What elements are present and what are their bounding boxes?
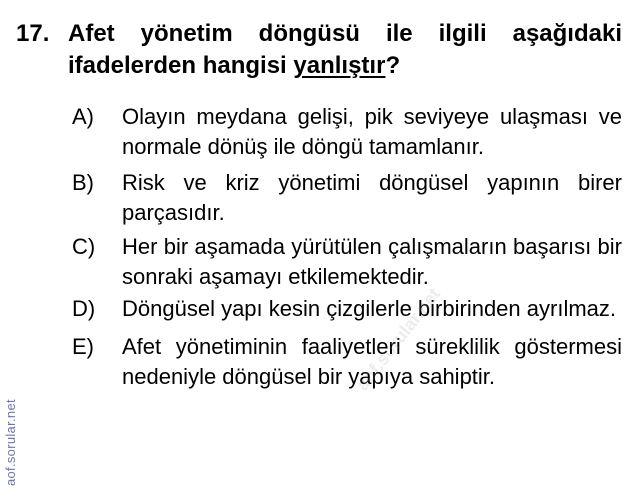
option-text: Risk ve kriz yönetimi döngüsel yapının birer parçasıdır.	[122, 170, 622, 225]
question-text-underlined: yanlıştır	[293, 52, 386, 79]
option-a[interactable]	[72, 102, 622, 162]
option-text: Afet yönetiminin faaliyetleri süreklilik göstermesi nedeniyle döngüsel bir yapıya sahiptir.	[122, 334, 622, 389]
option-c[interactable]	[72, 232, 622, 292]
option-letter: C)	[72, 234, 96, 259]
option-d[interactable]	[72, 294, 622, 324]
option-e[interactable]	[72, 332, 622, 392]
question-header	[16, 18, 622, 82]
question	[16, 18, 622, 82]
diagonal-watermark: aof.sorular.net	[352, 284, 445, 395]
question-number: 17.	[16, 20, 50, 47]
option-text: Her bir aşamada yürütülen çalışmaların başarısı bir sonraki aşamayı etkilemektedir.	[122, 234, 622, 289]
option-text: Döngüsel yapı kesin çizgilerle birbirinden ayrılmaz.	[122, 296, 617, 321]
option-letter: A)	[72, 104, 94, 129]
option-letter: D)	[72, 296, 96, 321]
question-text-main: Afet yönetim döngüsü ile ilgili aşağıdaki ifadelerden hangisi	[68, 20, 622, 79]
answer-options	[72, 102, 622, 392]
side-watermark: aof.sorular.net	[3, 399, 18, 486]
option-letter: B)	[72, 170, 94, 195]
option-letter: E)	[72, 334, 94, 359]
option-b[interactable]	[72, 168, 622, 228]
question-text	[68, 18, 622, 82]
option-text: Olayın meydana gelişi, pik seviyeye ulaşması ve normale dönüş ile döngü tamamlanır.	[122, 104, 622, 159]
question-text-end: ?	[385, 52, 401, 79]
